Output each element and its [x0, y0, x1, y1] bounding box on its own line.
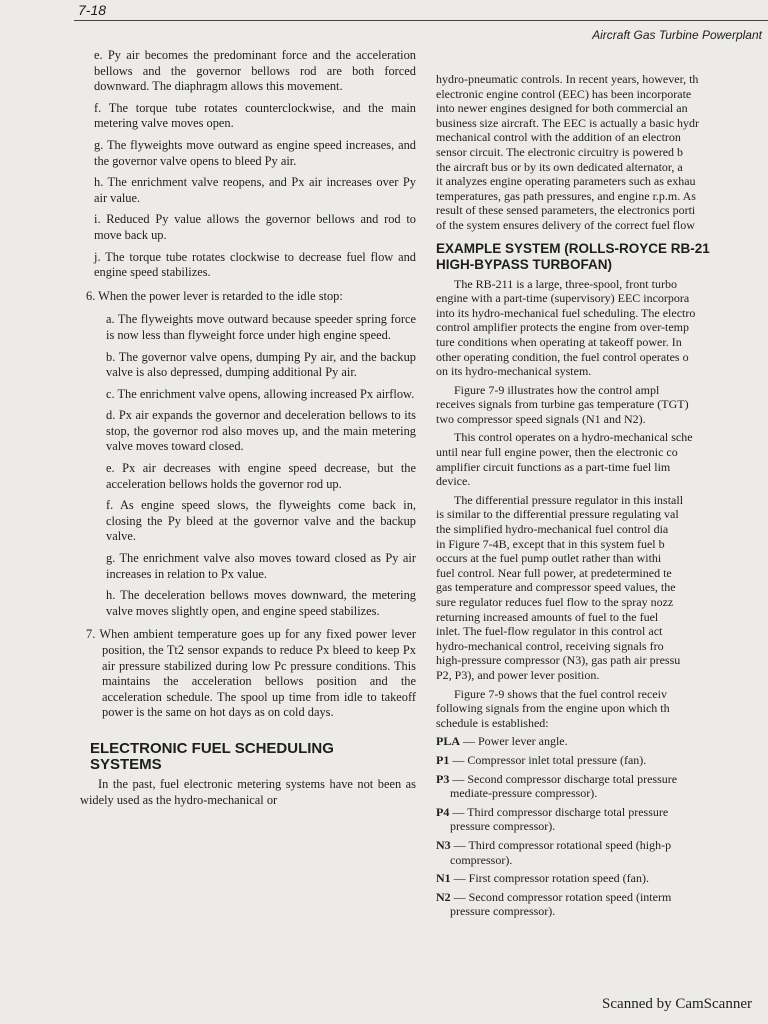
paragraph-figure-7-9: Figure 7-9 illustrates how the control ampl receives signals from turbine gas temperature (TGT) two compressor speed signals (N1 and N2).	[436, 382, 689, 426]
paragraph-intro: In the past, fuel electronic metering systems have not been as widely used as the hydro-mechanical or	[80, 776, 416, 807]
list-item: a. The flyweights move outward because speeder spring force is now less than flyweight force under high engine speed.	[106, 312, 416, 342]
page-number: 7-18	[78, 2, 107, 18]
list-item: P4 — Third compressor discharge total pressure pressure compressor).	[436, 804, 669, 834]
section-heading-electronic: ELECTRONIC FUEL SCHEDULING SYSTEMS	[90, 739, 334, 773]
list-item: N1 — First compressor rotation speed (fan).	[436, 871, 649, 886]
signal-list	[436, 734, 768, 919]
list-item: g. The flyweights move outward as engine speed increases, and the governor valve opens to bleed Py air.	[94, 137, 416, 168]
list-item: e. Px air decreases with engine speed decrease, but the acceleration bellows holds the governor rod up.	[106, 461, 416, 491]
left-column	[80, 48, 416, 812]
list-item: d. Px air expands the governor and deceleration bellows to its stop, the governor rod also moves up, and the main metering valve moves toward closed.	[106, 408, 416, 454]
list-item: f. The torque tube rotates counterclockwise, and the main metering valve moves open.	[94, 100, 416, 131]
header-rule	[74, 20, 768, 21]
list-item: c. The enrichment valve opens, allowing increased Px airflow.	[106, 386, 415, 401]
list-item: f. As engine speed slows, the flyweights come back in, closing the Py bleed at the governor valve and the backup valve.	[106, 498, 416, 544]
right-column	[436, 72, 768, 923]
paragraph-differential: The differential pressure regulator in this install is similar to the differential pressure regulating val the simplified hydro-mechanical fuel control dia in Figure 7-4B, except that in this system fuel b occurs at the fuel pump outlet rather than withi fuel control. Near full power, at predetermined te gas temperature and compressor speed values, the sure regulator reduces fuel flow to the spray nozz returning increased amounts of fuel to the fuel inlet. The fuel-flow regulator in this control act hydro-mechanical control, receiving signals fro high-pressure compressor (N3), gas path air pressu P2, P3), and power lever position.	[436, 492, 684, 682]
section-heading-example: EXAMPLE SYSTEM (ROLLS-ROYCE RB-21 HIGH-BYPASS TURBOFAN)	[436, 240, 710, 272]
step-7: 7. When ambient temperature goes up for any fixed power lever position, the Tt2 sensor expands to reduce Px bleed to keep Px air pressure stabilized during low Pc pressure conditions. This maintains the acceleration bellows position and the acceleration schedule. The spool up time from idle to takeoff power is the same on hot days as on cold days.	[86, 627, 416, 720]
list-item: e. Py air becomes the predominant force and the acceleration bellows and the governor bellows rod are both forced downward. The diaphragm allows this movement.	[94, 48, 416, 94]
list-item: P3 — Second compressor discharge total pressure mediate-pressure compressor).	[436, 771, 678, 801]
list-item: j. The torque tube rotates clockwise to decrease fuel flow and engine speed stabilizes.	[94, 249, 416, 280]
paragraph-control: This control operates on a hydro-mechanical sche until near full engine power, then the electronic co amplifier circuit functions as a part-time fuel lim device.	[436, 430, 693, 489]
step-6: 6. When the power lever is retarded to the idle stop:	[86, 288, 343, 303]
list-item: h. The deceleration bellows moves downward, the metering valve moves slightly open, and engine speed stabilizes.	[106, 588, 416, 618]
list-item: h. The enrichment valve reopens, and Px air increases over Py air value.	[94, 175, 416, 205]
list-item: PLA — Power lever angle.	[436, 734, 568, 749]
list-item: i. Reduced Py value allows the governor bellows and rod to move back up.	[94, 212, 416, 242]
paragraph-rb211: The RB-211 is a large, three-spool, front turbo engine with a part-time (supervisory) EEC incorpora into its hydro-mechanical fuel scheduling. The electro control amplifier protects the engine from over-temp ture conditions when operating at takeoff power. In other operating condition, the fuel control operates o on its hydro-mechanical system.	[436, 276, 696, 379]
running-head: Aircraft Gas Turbine Powerplant	[592, 28, 762, 42]
list-item: N2 — Second compressor rotation speed (interm pressure compressor).	[436, 889, 672, 919]
list-item: b. The governor valve opens, dumping Py air, and the backup valve is also depressed, dumping additional Py air.	[106, 349, 416, 380]
paragraph-eec: hydro-pneumatic controls. In recent years, however, th electronic engine control (EEC) has been incorporate into newer engines designed for both commercial an business size aircraft. The EEC is actually a basic hydr mechanical control with the addition of an electron sensor circuit. The electronic circuitry is powered b the aircraft bus or by its own dedicated alternator, a it analyzes engine operating parameters such as exhau temperatures, gas path pressures, and engine r.p.m. As result of these sensed parameters, the electronics porti of the system ensures delivery of the correct fuel flow	[436, 72, 700, 232]
list-item: g. The enrichment valve also moves toward closed as Py air increases in relation to Px value.	[106, 551, 416, 581]
list-item: P1 — Compressor inlet total pressure (fan).	[436, 752, 647, 767]
paragraph-signals-intro: Figure 7-9 shows that the fuel control receiv following signals from the engine upon which th schedule is established:	[436, 686, 670, 730]
list-item: N3 — Third compressor rotational speed (high-p compressor).	[436, 837, 672, 867]
scanner-watermark: Scanned by CamScanner	[602, 996, 752, 1012]
